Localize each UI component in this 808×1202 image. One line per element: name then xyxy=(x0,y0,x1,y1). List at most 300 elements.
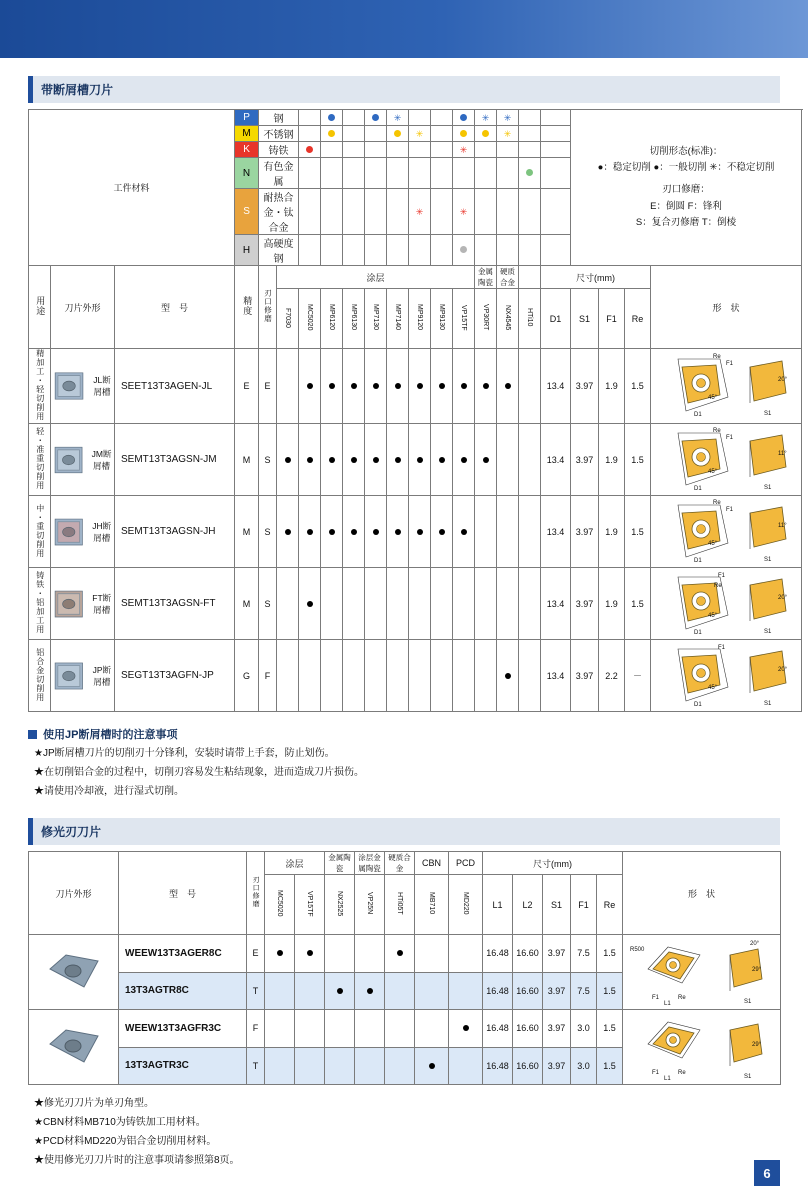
grade-VP25N: VP25N xyxy=(355,875,385,935)
header-cermet: 金属陶瓷 xyxy=(475,266,497,289)
row-F1-2: 1.9 xyxy=(599,496,625,568)
mark-cell xyxy=(343,640,365,712)
capability-star: ✳ xyxy=(481,112,490,123)
header-carbide-3: 硬质合金 xyxy=(385,852,415,875)
svg-text:29°: 29° xyxy=(751,967,761,973)
svg-text:F1: F1 xyxy=(651,995,659,1001)
mark-cell xyxy=(415,1047,449,1085)
mark-cell xyxy=(365,142,387,158)
availability-dot xyxy=(373,529,379,535)
mark-cell xyxy=(431,142,453,158)
grade-VP30RT: VP30RT xyxy=(475,289,497,349)
insert-side-view-icon xyxy=(742,499,794,565)
mark-cell xyxy=(321,235,343,266)
availability-dot xyxy=(351,457,357,463)
mark-cell xyxy=(409,158,431,189)
wiper-L2-0: 16.60 xyxy=(513,935,543,973)
page-top-banner xyxy=(0,0,808,58)
section1-table-wrap xyxy=(28,109,788,712)
page-content xyxy=(0,58,808,1172)
wiper-edge-3: T xyxy=(247,1047,265,1085)
mark-cell xyxy=(321,496,343,568)
svg-text:S1: S1 xyxy=(764,700,772,707)
availability-dot xyxy=(337,988,343,994)
row-Re-0: 1.5 xyxy=(625,349,651,424)
material-code-H: H xyxy=(235,235,259,266)
availability-dot xyxy=(329,529,335,535)
wiper-L1-0: 16.48 xyxy=(483,935,513,973)
svg-text:S1: S1 xyxy=(764,628,772,635)
capability-dot xyxy=(328,130,335,137)
availability-dot xyxy=(505,673,511,679)
mark-cell xyxy=(321,126,343,142)
mark-cell xyxy=(299,640,321,712)
header-pcd: PCD xyxy=(449,852,483,875)
mark-cell xyxy=(387,158,409,189)
mark-cell xyxy=(265,1047,295,1085)
wiper-S1-0: 3.97 xyxy=(543,935,571,973)
mark-cell xyxy=(265,972,295,1010)
material-name-P: 钢 xyxy=(259,110,299,126)
material-name-K: 铸铁 xyxy=(259,142,299,158)
wiper-form-1 xyxy=(623,1010,781,1085)
mark-cell xyxy=(475,568,497,640)
svg-text:45°: 45° xyxy=(708,684,718,691)
mark-cell xyxy=(277,640,299,712)
insert-side-view-icon xyxy=(742,643,794,709)
mark-cell xyxy=(385,1010,415,1048)
mark-cell xyxy=(295,1010,325,1048)
svg-text:F1: F1 xyxy=(726,506,734,513)
capability-dot xyxy=(328,114,335,121)
capability-star: ✳ xyxy=(503,112,512,123)
row-form-3 xyxy=(651,568,802,640)
header-grade: 精度 xyxy=(235,266,259,349)
row-chipbreaker-4: JP断屑槽 xyxy=(92,664,112,687)
insert-top-view-icon xyxy=(658,427,736,493)
mark-cell xyxy=(387,640,409,712)
capability-star: ✳ xyxy=(459,144,468,155)
wiper-S1-1: 3.97 xyxy=(543,972,571,1010)
grade-NX2525: NX2525 xyxy=(325,875,355,935)
row-D1-4: 13.4 xyxy=(541,640,571,712)
capability-star: ✳ xyxy=(459,206,468,217)
svg-text:45°: 45° xyxy=(708,540,718,547)
row-grade-3: M xyxy=(235,568,259,640)
mark-cell xyxy=(365,640,387,712)
table-row xyxy=(29,349,802,424)
svg-text:Re: Re xyxy=(713,354,721,360)
header-insert-shape-2: 刀片外形 xyxy=(29,852,119,935)
mark-cell xyxy=(295,1047,325,1085)
wiper-L2-1: 16.60 xyxy=(513,972,543,1010)
wiper-S1-2: 3.97 xyxy=(543,1010,571,1048)
mark-cell xyxy=(321,568,343,640)
mark-cell xyxy=(365,110,387,126)
mark-cell xyxy=(321,189,343,235)
availability-dot xyxy=(367,988,373,994)
wiper-insert-table xyxy=(28,851,781,1085)
header-coated-cermet-2: 涂层金属陶瓷 xyxy=(355,852,385,875)
wiper-shape-1 xyxy=(29,1010,119,1085)
insert-top-view-icon xyxy=(658,643,736,709)
footer-note-1: ★CBN材料MB710为铸铁加工用材料。 xyxy=(34,1117,206,1128)
availability-dot xyxy=(439,383,445,389)
svg-text:D1: D1 xyxy=(694,485,702,492)
mark-cell xyxy=(299,496,321,568)
mark-cell xyxy=(541,158,571,189)
row-shape-1 xyxy=(51,424,115,496)
row-model-4: SEGT13T3AGFN-JP xyxy=(115,640,235,712)
insert-side-view-icon xyxy=(742,571,794,637)
mark-cell xyxy=(295,935,325,973)
mark-cell xyxy=(519,189,541,235)
mark-cell xyxy=(497,496,519,568)
mark-cell xyxy=(387,349,409,424)
mark-cell xyxy=(497,110,519,126)
material-name-S: 耐热合金・钛合金 xyxy=(259,189,299,235)
mark-cell xyxy=(519,142,541,158)
table-row xyxy=(29,1010,781,1048)
row-use-1: 轻・准重切削用 xyxy=(29,424,51,496)
row-S1-4: 3.97 xyxy=(571,640,599,712)
mark-cell xyxy=(453,158,475,189)
mark-cell xyxy=(365,496,387,568)
header-carbide2 xyxy=(519,266,541,289)
header-edge-prep-2: 刃口修磨 xyxy=(247,852,265,935)
insert-side-view-icon xyxy=(742,353,794,419)
mark-cell xyxy=(541,126,571,142)
mark-cell xyxy=(299,158,321,189)
availability-dot xyxy=(351,529,357,535)
material-name-N: 有色金属 xyxy=(259,158,299,189)
mark-cell xyxy=(387,126,409,142)
mark-cell xyxy=(475,424,497,496)
mark-cell xyxy=(387,235,409,266)
row-edge-0: E xyxy=(259,349,277,424)
page-number-badge: 6 xyxy=(754,1160,780,1186)
row-D1-3: 13.4 xyxy=(541,568,571,640)
availability-dot xyxy=(397,950,403,956)
mark-cell xyxy=(541,189,571,235)
svg-text:20°: 20° xyxy=(749,941,759,947)
grade-MP7130: MP7130 xyxy=(365,289,387,349)
availability-dot xyxy=(439,529,445,535)
grade-HTi05T: HTi05T xyxy=(385,875,415,935)
row-chipbreaker-2: JH断屑槽 xyxy=(92,520,112,543)
mark-cell xyxy=(453,110,475,126)
availability-dot xyxy=(307,529,313,535)
mark-cell xyxy=(387,424,409,496)
mark-cell xyxy=(299,349,321,424)
mark-cell xyxy=(431,189,453,235)
availability-dot xyxy=(351,383,357,389)
availability-dot xyxy=(417,457,423,463)
row-shape-3 xyxy=(51,568,115,640)
row-use-2: 中・重切削用 xyxy=(29,496,51,568)
mark-cell xyxy=(409,110,431,126)
mark-cell xyxy=(387,189,409,235)
mark-cell xyxy=(497,189,519,235)
wiper-Re-0: 1.5 xyxy=(597,935,623,973)
availability-dot xyxy=(461,457,467,463)
row-shape-2 xyxy=(51,496,115,568)
row-form-0 xyxy=(651,349,802,424)
dim-D1: D1 xyxy=(541,289,571,349)
availability-dot xyxy=(277,950,283,956)
capability-star: ✳ xyxy=(393,112,402,123)
mark-cell xyxy=(385,935,415,973)
mark-cell xyxy=(541,142,571,158)
mark-cell xyxy=(355,1047,385,1085)
dim-L2: L2 xyxy=(513,875,543,935)
wiper-side-view-icon xyxy=(720,935,776,1009)
grade-MB710: MB710 xyxy=(415,875,449,935)
grade-MP7140: MP7140 xyxy=(387,289,409,349)
wiper-model-1: 13T3AGTR8C xyxy=(119,972,247,1010)
mark-cell xyxy=(343,126,365,142)
wiper-form-0 xyxy=(623,935,781,1010)
mark-cell xyxy=(321,349,343,424)
grade-F7030: F7030 xyxy=(277,289,299,349)
mark-cell xyxy=(385,972,415,1010)
table-row xyxy=(29,935,781,973)
wiper-model-0: WEEW13T3AGER8C xyxy=(119,935,247,973)
header-use: 用途 xyxy=(29,266,51,349)
mark-cell xyxy=(343,349,365,424)
row-Re-4: － xyxy=(625,640,651,712)
mark-cell xyxy=(409,189,431,235)
capability-dot xyxy=(460,114,467,121)
mark-cell xyxy=(449,1010,483,1048)
header-edge-prep: 刃口修磨 xyxy=(259,266,277,349)
grade-VP15TF-2: VP15TF xyxy=(295,875,325,935)
availability-dot xyxy=(463,1025,469,1031)
material-code-M: M xyxy=(235,126,259,142)
grade-MP9130: MP9130 xyxy=(431,289,453,349)
row-chipbreaker-0: JL断屑槽 xyxy=(93,375,111,397)
mark-cell xyxy=(497,142,519,158)
header-cbn: CBN xyxy=(415,852,449,875)
table-row xyxy=(29,496,802,568)
material-name-H: 高硬度钢 xyxy=(259,235,299,266)
insert-side-view-icon xyxy=(742,427,794,493)
insert-photo-icon xyxy=(51,435,86,485)
row-model-0: SEET13T3AGEN-JL xyxy=(115,349,235,424)
svg-text:Re: Re xyxy=(713,427,721,434)
mark-cell xyxy=(387,568,409,640)
workpiece-material-label: 工件材料 xyxy=(29,110,235,266)
row-S1-1: 3.97 xyxy=(571,424,599,496)
row-edge-3: S xyxy=(259,568,277,640)
svg-text:20°: 20° xyxy=(778,377,788,383)
mark-cell xyxy=(321,142,343,158)
mark-cell xyxy=(409,142,431,158)
svg-text:F1: F1 xyxy=(718,644,726,651)
mark-cell xyxy=(321,158,343,189)
cutting-condition-legend xyxy=(571,110,802,266)
insert-photo-icon xyxy=(44,1024,104,1068)
mark-cell xyxy=(365,349,387,424)
column-group-header xyxy=(29,266,802,289)
mark-cell xyxy=(541,235,571,266)
svg-text:Re: Re xyxy=(714,582,722,589)
availability-dot xyxy=(395,457,401,463)
jp-note-title: 使用JP断屑槽时的注意事项 xyxy=(43,729,178,741)
row-D1-1: 13.4 xyxy=(541,424,571,496)
svg-text:11°: 11° xyxy=(778,450,787,457)
wiper-top-view-icon xyxy=(628,935,714,1009)
wiper-S1-3: 3.97 xyxy=(543,1047,571,1085)
insert-photo-icon xyxy=(51,579,87,629)
row-shape-0 xyxy=(51,349,115,424)
wiper-Re-2: 1.5 xyxy=(597,1010,623,1048)
table-row xyxy=(29,568,802,640)
header-dimensions-2: 尺寸(mm) xyxy=(483,852,623,875)
material-row-P xyxy=(29,110,802,126)
capability-dot xyxy=(460,246,467,253)
capability-dot xyxy=(460,130,467,137)
insert-top-view-icon xyxy=(658,353,736,419)
availability-dot xyxy=(395,383,401,389)
mark-cell xyxy=(497,158,519,189)
grade-MP6130: MP6130 xyxy=(343,289,365,349)
wiper-top-view-icon xyxy=(628,1010,714,1084)
mark-cell xyxy=(409,640,431,712)
mark-cell xyxy=(453,568,475,640)
mark-cell xyxy=(343,110,365,126)
svg-text:L1: L1 xyxy=(663,1076,671,1082)
mark-cell xyxy=(475,640,497,712)
svg-text:F1: F1 xyxy=(718,572,726,579)
mark-cell xyxy=(453,349,475,424)
chipbreaker-insert-table xyxy=(28,109,802,712)
material-code-S: S xyxy=(235,189,259,235)
mark-cell xyxy=(265,935,295,973)
mark-cell xyxy=(519,424,541,496)
mark-cell xyxy=(299,424,321,496)
table-row xyxy=(29,424,802,496)
wiper-edge-2: F xyxy=(247,1010,265,1048)
legend-line-3: E：倒圆 F：锋利 xyxy=(650,200,722,212)
availability-dot xyxy=(373,383,379,389)
capability-star: ✳ xyxy=(503,128,512,139)
mark-cell xyxy=(321,640,343,712)
mark-cell xyxy=(343,496,365,568)
mark-cell xyxy=(277,568,299,640)
availability-dot xyxy=(395,529,401,535)
capability-star: ✳ xyxy=(415,206,424,217)
mark-cell xyxy=(497,126,519,142)
svg-text:Re: Re xyxy=(677,1070,686,1076)
row-F1-0: 1.9 xyxy=(599,349,625,424)
svg-text:D1: D1 xyxy=(694,701,702,708)
mark-cell xyxy=(431,496,453,568)
mark-cell xyxy=(497,568,519,640)
mark-cell xyxy=(277,424,299,496)
row-model-3: SEMT13T3AGSN-FT xyxy=(115,568,235,640)
svg-text:20°: 20° xyxy=(778,666,788,673)
row-Re-1: 1.5 xyxy=(625,424,651,496)
capability-dot xyxy=(394,130,401,137)
banner-gradient xyxy=(0,0,808,58)
mark-cell xyxy=(387,496,409,568)
insert-photo-icon xyxy=(51,361,87,411)
mark-cell xyxy=(343,424,365,496)
wiper-edge-0: E xyxy=(247,935,265,973)
row-form-4 xyxy=(651,640,802,712)
mark-cell xyxy=(431,110,453,126)
row-form-1 xyxy=(651,424,802,496)
header-dimensions: 尺寸(mm) xyxy=(541,266,651,289)
svg-text:F1: F1 xyxy=(726,361,734,367)
mark-cell xyxy=(519,126,541,142)
legend-line-1: ●：稳定切削 ●：一般切削 ✳：不稳定切削 xyxy=(597,162,775,174)
mark-cell xyxy=(475,110,497,126)
mark-cell xyxy=(343,142,365,158)
mark-cell xyxy=(449,1047,483,1085)
mark-cell xyxy=(365,235,387,266)
mark-cell xyxy=(431,349,453,424)
mark-cell xyxy=(519,640,541,712)
mark-cell xyxy=(431,568,453,640)
availability-dot xyxy=(417,529,423,535)
section-title-chipbreaker-inserts: 带断屑槽刀片 xyxy=(28,76,780,103)
wiper-shape-0 xyxy=(29,935,119,1010)
mark-cell xyxy=(299,110,321,126)
insert-top-view-icon xyxy=(658,499,736,565)
svg-text:S1: S1 xyxy=(764,411,772,417)
jp-note-line-0: ★JP断屑槽刀片的切削刃十分锋利，安装时请带上手套，防止划伤。 xyxy=(34,748,335,759)
row-Re-3: 1.5 xyxy=(625,568,651,640)
header-insert-shape: 刀片外形 xyxy=(51,266,115,349)
header-cermet-2: 金属陶瓷 xyxy=(325,852,355,875)
dim-F1: F1 xyxy=(599,289,625,349)
wiper-F1-3: 3.0 xyxy=(571,1047,597,1085)
grade-HTi10: HTi10 xyxy=(519,289,541,349)
mark-cell xyxy=(295,972,325,1010)
svg-text:L1: L1 xyxy=(663,1001,671,1007)
mark-cell xyxy=(431,640,453,712)
material-code-K: K xyxy=(235,142,259,158)
jp-note-title-row xyxy=(28,726,780,742)
availability-dot xyxy=(461,383,467,389)
row-use-3: 铸铁・铝加工用 xyxy=(29,568,51,640)
mark-cell xyxy=(325,1010,355,1048)
mark-cell xyxy=(431,126,453,142)
mark-cell xyxy=(365,424,387,496)
svg-text:Re: Re xyxy=(677,995,686,1001)
mark-cell xyxy=(519,568,541,640)
mark-cell xyxy=(299,126,321,142)
availability-dot xyxy=(461,529,467,535)
availability-dot xyxy=(307,457,313,463)
grade-MC5020: MC5020 xyxy=(299,289,321,349)
header-coating-2: 涂层 xyxy=(265,852,325,875)
svg-text:S1: S1 xyxy=(764,556,772,563)
mark-cell xyxy=(343,189,365,235)
row-form-2 xyxy=(651,496,802,568)
material-code-N: N xyxy=(235,158,259,189)
jp-note-line-1: ★在切削铝合金的过程中，切削刃容易发生粘结现象，进而造成刀片损伤。 xyxy=(34,767,364,778)
svg-text:S1: S1 xyxy=(764,484,772,491)
mark-cell xyxy=(409,126,431,142)
svg-text:D1: D1 xyxy=(694,629,702,636)
dim-S1-2: S1 xyxy=(543,875,571,935)
svg-text:S1: S1 xyxy=(743,1074,751,1080)
svg-text:S1: S1 xyxy=(743,999,751,1005)
svg-text:R500: R500 xyxy=(629,947,644,953)
